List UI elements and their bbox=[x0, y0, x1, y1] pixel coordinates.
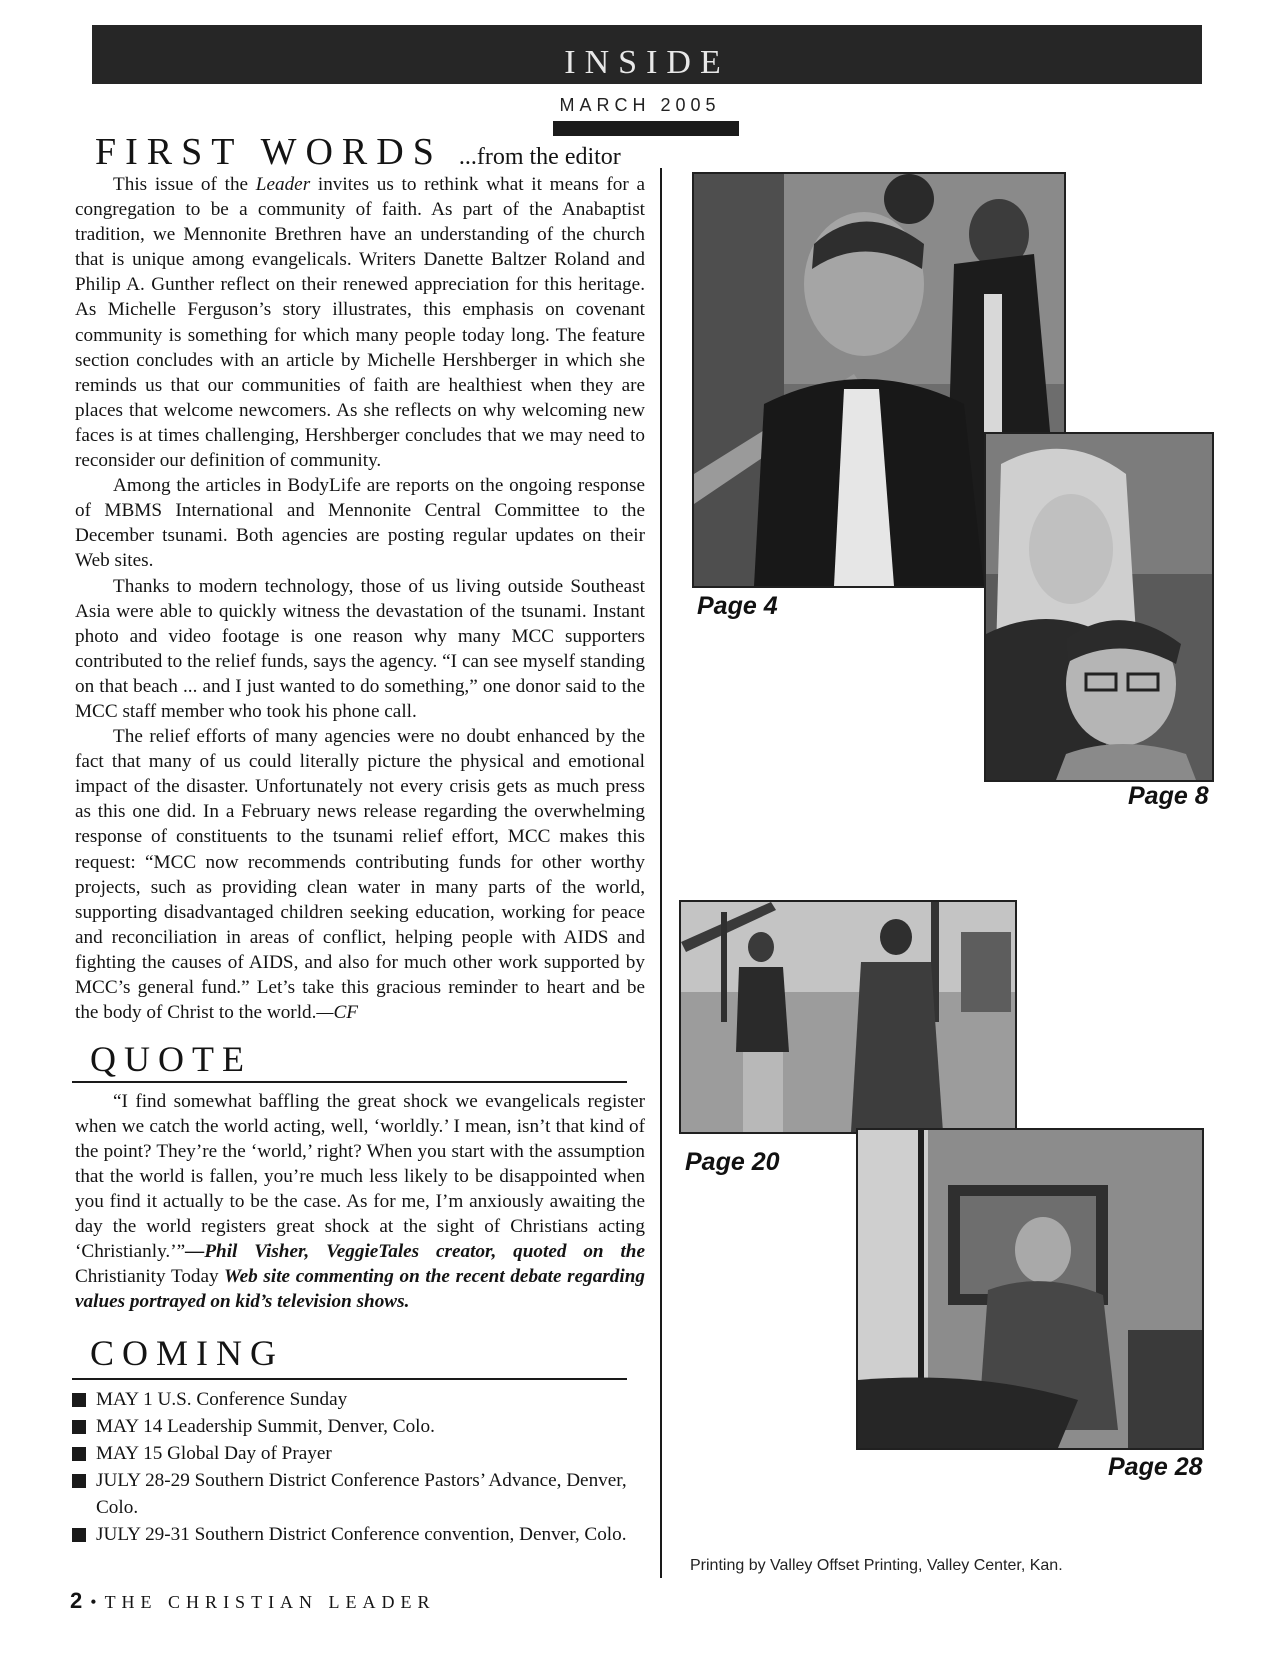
coming-events-list bbox=[72, 1386, 632, 1548]
couple-photo bbox=[986, 434, 1212, 780]
quote-paragraph bbox=[75, 1089, 645, 1314]
footer-separator: • bbox=[90, 1592, 97, 1612]
bullet-square-icon bbox=[72, 1420, 86, 1434]
banner-title: INSIDE bbox=[564, 44, 730, 81]
editorial-paragraph bbox=[75, 172, 645, 473]
event-item bbox=[72, 1413, 632, 1440]
first-words-subtitle: ...from the editor bbox=[458, 144, 621, 170]
event-text: JULY 28-29 Southern District Conference Pastors’ Advance, Denver, Colo. bbox=[96, 1470, 627, 1518]
event-text: MAY 1 U.S. Conference Sunday bbox=[96, 1389, 348, 1410]
event-text: MAY 15 Global Day of Prayer bbox=[96, 1443, 332, 1464]
speaker-photo bbox=[858, 1130, 1202, 1448]
bullet-square-icon bbox=[72, 1528, 86, 1542]
column-divider bbox=[660, 168, 662, 1578]
photo-page-28 bbox=[856, 1128, 1204, 1450]
coming-rule bbox=[72, 1378, 627, 1380]
text-run: Thanks to modern technology, those of us living outside Southeast Asia were able to quickly witness the devastation of the tsunami. Instant photo and video footage is one reason why many MCC supporters contributed to the relief funds, says the agency. “I can see myself standing on that beach ... and I just wanted to do something,” one donor said to the MCC staff member who took his phone call. bbox=[75, 575, 645, 722]
inside-banner bbox=[92, 25, 1202, 84]
quote-body bbox=[75, 1089, 645, 1314]
bullet-square-icon bbox=[72, 1447, 86, 1461]
event-text: MAY 14 Leadership Summit, Denver, Colo. bbox=[96, 1416, 435, 1437]
editorial-paragraph bbox=[75, 574, 645, 725]
page-8-label: Page 8 bbox=[1128, 782, 1209, 810]
photo-page-8 bbox=[984, 432, 1214, 782]
editorial-paragraph bbox=[75, 473, 645, 573]
quote-attribution-part: —Phil Visher, VeggieTales creator, quoted on the bbox=[185, 1241, 645, 1262]
text-run: The relief efforts of many agencies were no doubt enhanced by the fact that many of us could literally picture the physical and emotional impact of the disaster. Unfortunately not every crisis gets as much press as this one did. In a February news release regarding the overwhelming response of constituents to the tsunami relief effort, MCC makes this request: “MCC now recommends contributing funds for other worthy projects, such as providing clean water in many parts of the world, supporting disadvantaged children seeking education, working for peace and reconciliation in areas of conflict, helping people with AIDS and fighting the causes of AIDS, and also for much other work supported by MCC’s general fund.” Let’s take this gracious reminder to heart and be the body of Christ to the world. bbox=[75, 726, 645, 1024]
editorial-paragraph bbox=[75, 724, 645, 1025]
event-item bbox=[72, 1386, 632, 1413]
bullet-square-icon bbox=[72, 1474, 86, 1488]
italic-run: —CF bbox=[316, 1002, 359, 1024]
quote-heading: QUOTE bbox=[90, 1039, 252, 1079]
event-item bbox=[72, 1521, 632, 1548]
quote-rule bbox=[72, 1081, 627, 1083]
quote-text: “I find somewhat baffling the great shock we evangelicals register when we catch the world acting, well, ‘worldly.’ I mean, isn’t that kind of the point? They’re the ‘world,’ right? When you start with the assumption that the world is fallen, you’re much less likely to be disappointed when you find it actually to be the case. As for me, I’m anxiously awaiting the day the world registers great shock at the sight of Christians acting ‘Christianly.’” bbox=[75, 1091, 645, 1262]
first-words-title: FIRST WORDS bbox=[95, 131, 443, 173]
event-item bbox=[72, 1467, 632, 1521]
printing-credit: Printing by Valley Offset Printing, Valley Center, Kan. bbox=[690, 1557, 1063, 1574]
text-run: invites us to rethink what it means for a congregation to be a community of faith. As part of the Anabaptist tradition, we Mennonite Brethren have an understanding of the church that is unique among evangelicals. Writers Danette Baltzer Roland and Philip A. Gunther reflect on their renewed appreciation for this heritage. As Michelle Ferguson’s story illustrates, this emphasis on covenant community is something for which many people today long. The feature section concludes with an article by Michelle Hershberger in which she reminds us that our communities of faith are healthiest when they are places that welcome newcomers. As she reflects on why welcoming new faces is at times challenging, Hershberger concludes that we may need to reconsider our definition of community. bbox=[75, 174, 645, 472]
coming-heading: COMING bbox=[90, 1333, 285, 1373]
quote-publication: Christianity Today bbox=[75, 1266, 219, 1287]
photo-page-20 bbox=[679, 900, 1017, 1134]
bullet-square-icon bbox=[72, 1393, 86, 1407]
text-run: Among the articles in BodyLife are reports on the ongoing response of MBMS International and Mennonite Central Committee to the December tsunami. Both agencies are posting regular updates on their Web sites. bbox=[75, 475, 645, 572]
construction-site-photo bbox=[681, 902, 1015, 1132]
page-20-label: Page 20 bbox=[685, 1148, 780, 1176]
issue-date: MARCH 2005 bbox=[559, 95, 721, 115]
first-words-heading bbox=[95, 130, 675, 174]
italic-run: Leader bbox=[255, 174, 311, 195]
page-4-label: Page 4 bbox=[697, 592, 778, 620]
page-footer bbox=[70, 1588, 436, 1614]
page-number: 2 bbox=[70, 1588, 83, 1613]
publication-name: THE CHRISTIAN LEADER bbox=[104, 1592, 436, 1612]
text-run: This issue of the bbox=[113, 174, 256, 195]
event-item bbox=[72, 1440, 632, 1467]
editorial-body bbox=[75, 172, 645, 1025]
event-text: JULY 29-31 Southern District Conference convention, Denver, Colo. bbox=[96, 1524, 627, 1545]
quote-attribution-part: Web site commenting on the recent debate regarding values portrayed on kid’s television shows. bbox=[75, 1266, 645, 1312]
page-28-label: Page 28 bbox=[1108, 1453, 1203, 1481]
